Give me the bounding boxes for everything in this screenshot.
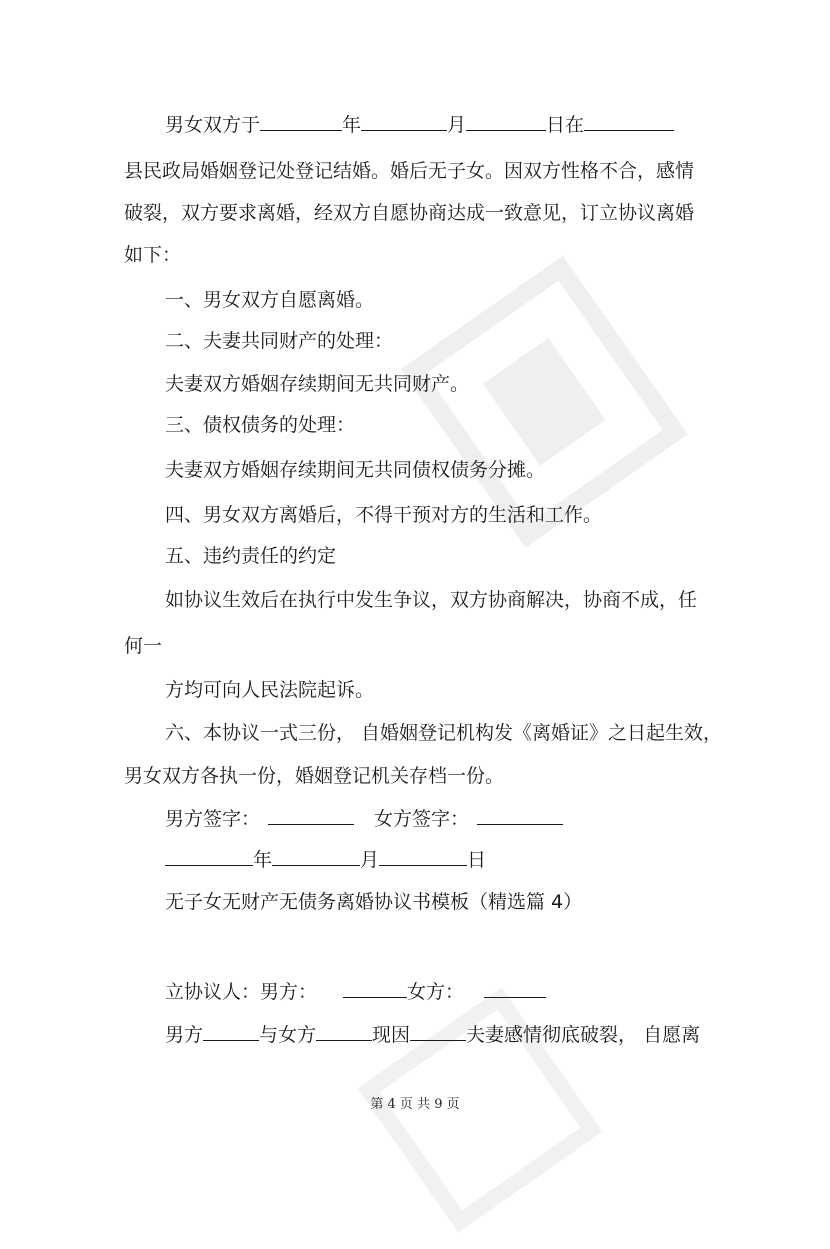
clause-5-text-a: 如协议生效后在执行中发生争议，双方协商解决，协商不成，任: [165, 589, 698, 611]
day-blank[interactable]: [379, 847, 467, 866]
date-line: 年 月 日: [165, 847, 486, 872]
parties-line: 立协议人：男方： 女方：: [165, 979, 546, 1004]
paragraph-line-4: 如下：: [124, 244, 182, 266]
male-party-blank[interactable]: [343, 979, 407, 998]
female-signature-blank[interactable]: [477, 806, 563, 825]
page-number: 第 4 页 共 9 页: [370, 1097, 460, 1112]
clause-5-text-b: 何一: [124, 635, 163, 657]
signature-line: [165, 806, 563, 831]
clause-2-text: 夫妻双方婚姻存续期间无共同财产。: [165, 373, 470, 395]
paragraph-line-3: 破裂，双方要求离婚，经双方自愿协商达成一致意见，订立协议离婚: [124, 202, 695, 224]
clause-6-a: 六、本协议一式三份， 自婚姻登记机构发《离婚证》之日起生效，: [165, 722, 723, 744]
clause-5-text-c: 方均可向人民法院起诉。: [165, 679, 375, 701]
clause-4: 四、男女双方离婚后，不得干预对方的生活和工作。: [165, 504, 603, 526]
section-title: 无子女无财产无债务离婚协议书模板（精选篇 4）: [165, 891, 583, 913]
watermark-logo: [377, 235, 723, 586]
female-party-blank[interactable]: [484, 979, 546, 998]
year-blank[interactable]: [165, 847, 253, 866]
paragraph-opening: 男女双方于 年 月 日在: [165, 112, 674, 137]
clause-1: 一、男女双方自愿离婚。: [165, 289, 375, 311]
clause-2-heading: 二、夫妻共同财产的处理：: [165, 330, 394, 352]
agreement-start-line: 男方 与女方 现因 夫妻感情彻底破裂， 自愿离: [165, 1024, 701, 1046]
clause-5-heading: 五、违约责任的约定: [165, 545, 337, 567]
clause-6-b: 男女双方各执一份，婚姻登记机关存档一份。: [124, 765, 505, 787]
female-signature-label: 女方签字：: [374, 808, 470, 830]
male-signature-blank[interactable]: [268, 806, 354, 825]
paragraph-line-2: 县民政局婚姻登记处登记结婚。婚后无子女。因双方性格不合，感情: [124, 160, 695, 182]
clause-3-text: 夫妻双方婚姻存续期间无共同债权债务分摊。: [165, 459, 546, 481]
month-blank[interactable]: [272, 847, 360, 866]
clause-3-heading: 三、债权债务的处理：: [165, 414, 356, 436]
male-signature-label: 男方签字：: [165, 808, 261, 830]
